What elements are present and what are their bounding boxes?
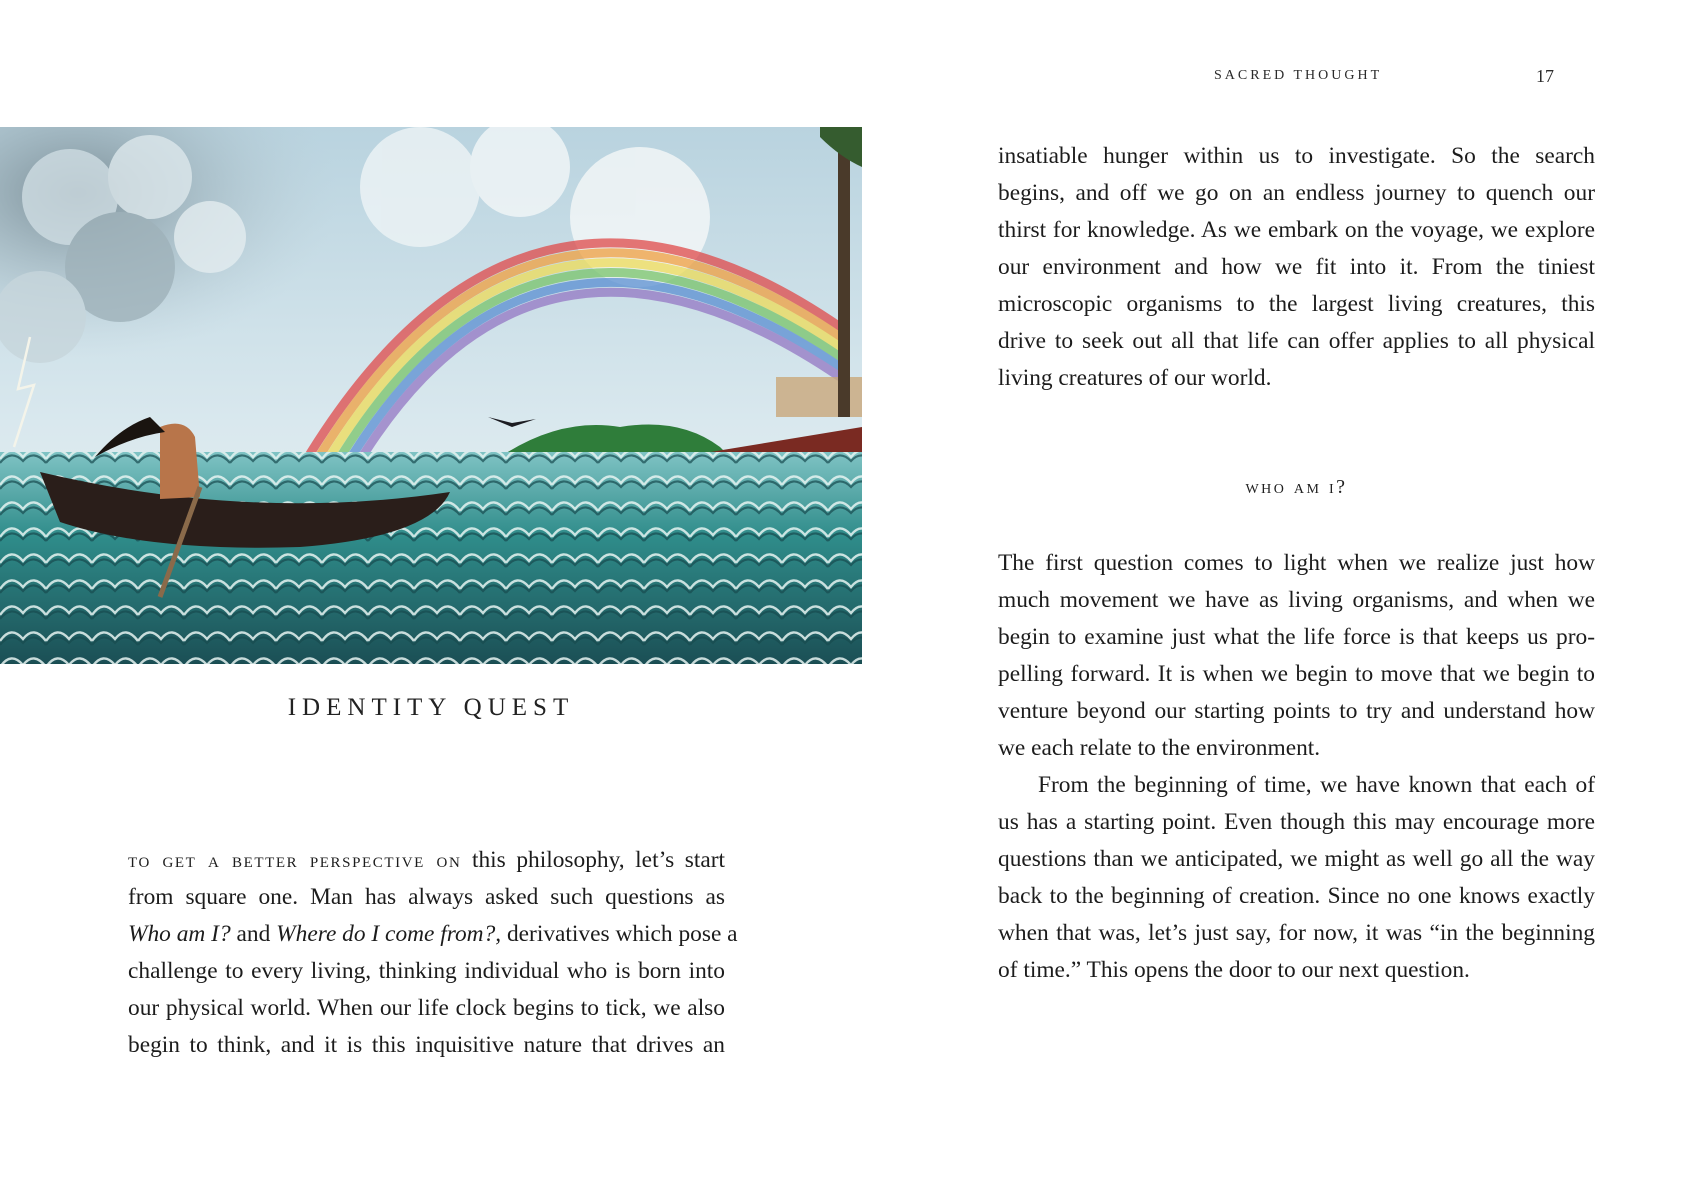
text-line: of time.” This opens the door to our next question. bbox=[998, 957, 1470, 983]
text-line: begins, and off we go on an endless journey to quench our bbox=[998, 180, 1595, 206]
text-run: derivatives which pose a bbox=[506, 921, 738, 947]
question-who-am-i: Who am I? bbox=[128, 921, 231, 947]
text-line: much movement we have as living organisms, and when we bbox=[998, 587, 1595, 613]
text-line: The first question comes to light when we realize just how bbox=[998, 550, 1595, 576]
chapter-title: IDENTITY QUEST bbox=[287, 694, 575, 721]
text-line: our physical world. When our life clock begins to tick, we also bbox=[128, 995, 725, 1021]
text-line: questions than we anticipated, we might as well go all the way bbox=[998, 846, 1595, 872]
tree-trunk bbox=[838, 127, 850, 417]
running-head: SACRED THOUGHT bbox=[1214, 68, 1383, 83]
text-line: our environment and how we fit into it. From the tiniest bbox=[998, 254, 1595, 280]
text-line: begin to examine just what the life force is that keeps us pro- bbox=[998, 624, 1595, 650]
text-line: us has a starting point. Even though this may encourage more bbox=[998, 809, 1595, 835]
text-line: From the beginning of time, we have known that each of bbox=[1038, 772, 1595, 798]
question-where-from: Where do I come from?, bbox=[276, 921, 502, 947]
page-number: 17 bbox=[1536, 66, 1554, 86]
text-line: begin to think, and it is this inquisitive nature that drives an bbox=[128, 1032, 725, 1058]
text-line: drive to seek out all that life can offer applies to all physical bbox=[998, 328, 1595, 354]
text-line: back to the beginning of creation. Since no one knows exactly bbox=[998, 883, 1595, 909]
text-line: pelling forward. It is when we begin to move that we begin to bbox=[998, 661, 1595, 687]
text-line: we each relate to the environment. bbox=[998, 735, 1321, 761]
text-line: microscopic organisms to the largest living creatures, this bbox=[998, 291, 1595, 317]
text-line: when that was, let’s just say, for now, it was “in the beginning bbox=[998, 920, 1595, 946]
text-line bbox=[128, 842, 725, 879]
text-line: challenge to every living, thinking individual who is born into bbox=[128, 958, 725, 984]
text-run: and bbox=[236, 921, 271, 947]
lead-in-smallcaps: to get a better perspective on bbox=[128, 848, 462, 872]
sea-waves bbox=[0, 452, 862, 664]
text-line: insatiable hunger within us to investigate. So the search bbox=[998, 143, 1595, 169]
body-paragraphs bbox=[998, 545, 1595, 989]
opening-paragraph bbox=[128, 842, 738, 1064]
painting-illustration bbox=[0, 127, 862, 664]
section-heading: who am i? bbox=[1245, 476, 1348, 498]
text-line: living creatures of our world. bbox=[998, 365, 1272, 391]
text-run: this philosophy, let’s start bbox=[471, 847, 725, 873]
text-line: venture beyond our starting points to try and understand how bbox=[998, 698, 1595, 724]
text-line: thirst for knowledge. As we embark on the voyage, we explore bbox=[998, 217, 1595, 243]
text-line bbox=[128, 916, 738, 953]
text-line: from square one. Man has always asked such questions as bbox=[128, 884, 725, 910]
continuation-paragraph bbox=[998, 138, 1595, 397]
